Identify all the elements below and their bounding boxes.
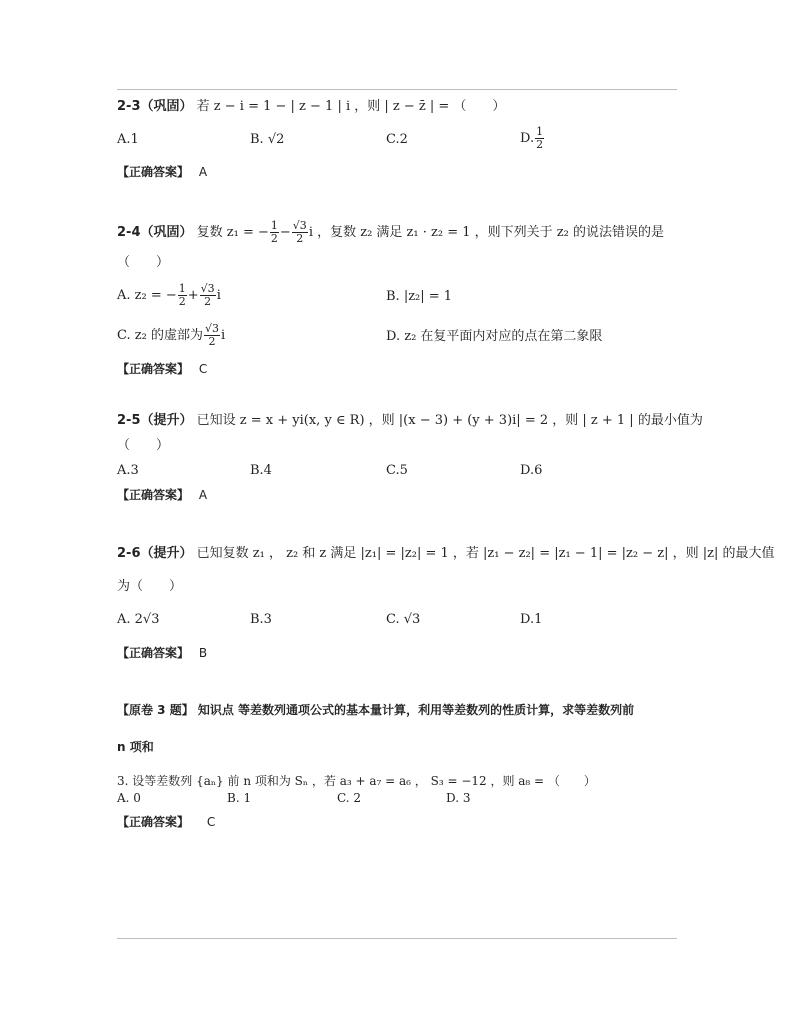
question-2-4-stem: 2-4（巩固） 复数 z₁ = − $\frac{1}{2}$ − $\frac{√3}{2}$ i ，复数 z₂ 满足 z₁ · z₂ = 1 ，则下列关于 z₂ 的说法错误的是 xyxy=(117,219,664,245)
option-d: D.1 xyxy=(520,612,543,627)
question-text: 若 z − i = 1 − | z − 1 | i ，则 | z − z̄ | = （ ） xyxy=(196,99,506,114)
fraction-denominator: 2 xyxy=(208,335,216,348)
option-c: C. 2 xyxy=(337,791,362,805)
option-a: A. 2√3 xyxy=(117,612,160,627)
question-2-6-stem-2: 为（ ） xyxy=(117,579,183,594)
fraction-numerator: √3 xyxy=(200,282,215,295)
fraction-denominator: 2 xyxy=(536,138,544,151)
answer-tag: 【正确答案】 xyxy=(117,815,190,829)
fraction-numerator: 1 xyxy=(178,282,186,295)
option-b: B.4 xyxy=(250,463,272,478)
option-c: C.5 xyxy=(386,463,408,478)
answer-line xyxy=(117,162,207,182)
option-c xyxy=(117,323,225,348)
answer-line xyxy=(117,812,215,832)
fraction-numerator: √3 xyxy=(292,219,307,232)
fraction xyxy=(200,283,216,308)
option-a: A.3 xyxy=(117,463,139,478)
question-2-6-stem xyxy=(117,544,774,564)
answer-value: A xyxy=(198,165,208,179)
fraction-denominator: 2 xyxy=(178,295,186,308)
bottom-rule xyxy=(117,938,677,939)
section-header-2: n 项和 xyxy=(117,740,154,754)
question-text: 已知设 z = x + yi(x, y ∈ R) ，则 |(x − 3) + (y + 3)i| = 2 ，则 | z + 1 | 的最小值为 xyxy=(196,413,703,428)
fraction xyxy=(178,283,187,308)
option-a-prefix: A. z₂ = − xyxy=(117,288,177,303)
question-2-5-paren: （ ） xyxy=(117,438,170,453)
fraction xyxy=(204,323,220,348)
answer-line xyxy=(117,643,207,663)
question-text: i ，复数 z₂ 满足 z₁ · z₂ = 1 ，则下列关于 z₂ 的说法错误的是 xyxy=(308,225,664,240)
option-d: D. 3 xyxy=(446,791,471,805)
option-a-suffix: i xyxy=(216,288,221,303)
option-c-suffix: i xyxy=(220,328,226,343)
question-2-5-stem xyxy=(117,411,703,431)
option-c-prefix: C. z₂ 的虚部为 xyxy=(117,328,203,343)
option-b: B.3 xyxy=(250,612,272,627)
option-a: A. 0 xyxy=(117,791,141,805)
option-d: D.6 xyxy=(520,463,543,478)
question-label: 2-5（提升） xyxy=(117,413,193,428)
answer-line xyxy=(117,485,207,505)
fraction xyxy=(292,220,308,245)
top-rule xyxy=(117,89,677,90)
question-3-stem: 3. 设等差数列 {aₙ} 前 n 项和为 Sₙ ，若 a₃ + a₇ = a₆ ， S₃ = −12 ，则 a₈ = （ ） xyxy=(117,774,596,788)
answer-tag: 【正确答案】 xyxy=(117,362,190,376)
option-b: B. √2 xyxy=(250,132,285,147)
option-c: C.2 xyxy=(386,132,408,147)
answer-value: C xyxy=(206,815,216,829)
question-2-3-stem xyxy=(117,97,505,117)
question-label: 2-6（提升） xyxy=(117,546,193,561)
fraction-numerator: 1 xyxy=(270,219,278,232)
section-header: 【原卷 3 题】 知识点 等差数列通项公式的基本量计算，利用等差数列的性质计算，求等差数列前 xyxy=(117,703,635,717)
answer-value: C xyxy=(198,362,208,376)
question-label: 2-3（巩固） xyxy=(117,99,193,114)
fraction-numerator: 1 xyxy=(536,125,544,138)
answer-line xyxy=(117,359,207,379)
question-text: 已知复数 z₁ ， z₂ 和 z 满足 |z₁| = |z₂| = 1 ，若 |z₁ − z₂| = |z₁ − 1| = |z₂ − z| ，则 |z| 的最大值 xyxy=(196,546,775,561)
option-a: A.1 xyxy=(117,132,139,147)
fraction-denominator: 2 xyxy=(270,232,278,245)
option-a: A. z₂ = − $\frac{1}{2}$ + $\frac{√3}{2}$ i xyxy=(117,282,221,308)
option-d: D. z₂ 在复平面内对应的点在第二象限 xyxy=(386,329,603,344)
answer-tag: 【正确答案】 xyxy=(117,488,190,502)
question-2-4-paren: （ ） xyxy=(117,255,170,270)
fraction-denominator: 2 xyxy=(204,295,212,308)
question-label: 2-4（巩固） xyxy=(117,225,193,240)
question-text: 复数 z₁ = − xyxy=(196,225,269,240)
option-d-prefix: D. xyxy=(520,131,535,146)
answer-value: A xyxy=(198,488,208,502)
fraction-numerator: √3 xyxy=(204,322,219,335)
fraction xyxy=(270,220,279,245)
answer-tag: 【正确答案】 xyxy=(117,646,190,660)
fraction xyxy=(535,126,544,151)
answer-tag: 【正确答案】 xyxy=(117,165,190,179)
fraction-denominator: 2 xyxy=(296,232,304,245)
option-c: C. √3 xyxy=(386,612,421,627)
option-b: B. 1 xyxy=(227,791,252,805)
option-d xyxy=(520,126,545,151)
option-b: B. |z₂| = 1 xyxy=(386,289,453,304)
answer-value: B xyxy=(198,646,208,660)
